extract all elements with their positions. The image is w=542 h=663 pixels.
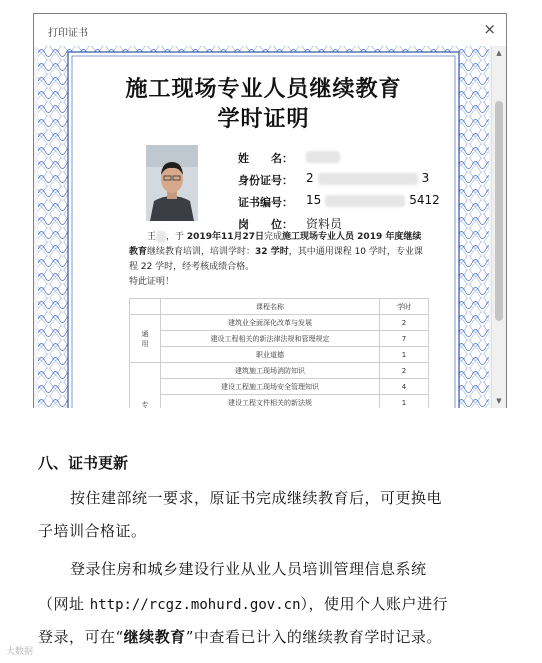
certificate-title: 施工现场专业人员继续教育 — [125, 76, 402, 102]
course-table — [129, 298, 429, 408]
table-row: 建设工程施工现场安全管理知识 4 — [130, 379, 429, 395]
certificate — [38, 46, 489, 408]
id-value: 2 3 — [306, 171, 430, 185]
para1-line1: 按住建部统一要求，原证书完成继续教育后，可更换电 — [70, 489, 443, 507]
group-general: 通 用 — [130, 315, 161, 363]
position-label: 岗 位： — [238, 218, 293, 231]
col-hours: 学时 — [380, 299, 429, 315]
table-row: 专 建筑施工现场消防知识 2 — [130, 363, 429, 379]
id-label: 身份证号： — [238, 174, 293, 187]
col-course-name: 课程名称 — [161, 299, 380, 315]
scrollbar-thumb[interactable] — [495, 101, 503, 321]
certificate-subtitle: 学时证明 — [217, 106, 310, 132]
para2-line2: （网址 http://rcgz.mohurd.gov.cn），使用个人账户进行 — [38, 595, 449, 613]
table-row: 通 用 建筑业全面深化改革与发展 2 — [130, 315, 429, 331]
system-url[interactable]: http://rcgz.mohurd.gov.cn — [89, 597, 301, 613]
cert-no-label: 证书编号： — [238, 196, 293, 209]
section-heading: 八、证书更新 — [38, 454, 129, 472]
dialog-titlebar — [34, 14, 506, 47]
name-value-redacted — [306, 149, 340, 163]
para2-line1: 登录住房和城乡建设行业从业人员培训管理信息系统 — [70, 560, 427, 578]
dialog-content — [34, 46, 493, 408]
position-value: 资料员 — [306, 217, 343, 231]
cert-no-value: 15 5412 — [306, 193, 440, 207]
scroll-up-icon[interactable]: ▲ — [496, 49, 502, 57]
name-label: 姓 名： — [238, 152, 293, 165]
certificate-statement: 王 ，于 2019年11月27日完成施工现场专业人员 2019 年度继续教育继续教育培训，培训学时：32 学时，其中通用课程 10 学时，专业课程 22 学时，经考核成绩合格。 特此证明！ — [129, 232, 423, 287]
table-row: 职业道德 1 — [130, 347, 429, 363]
group-special: 专 — [130, 363, 161, 409]
person-photo — [146, 145, 198, 221]
table-row: 建设工程文件相关的新法规 1 — [130, 395, 429, 409]
vertical-scrollbar[interactable] — [491, 46, 506, 408]
table-header-row — [130, 299, 429, 315]
dialog-title: 打印证书 — [48, 28, 88, 39]
para1-line2: 子培训合格证。 — [38, 522, 147, 540]
para2-line3: 登录，可在“继续教育”中查看已计入的继续教育学时记录。 — [38, 628, 442, 646]
scroll-down-icon[interactable]: ▼ — [496, 397, 502, 405]
close-icon[interactable]: × — [483, 20, 496, 38]
watermark: 大数据 — [6, 647, 34, 657]
print-certificate-dialog — [33, 13, 507, 408]
table-row: 建设工程相关的新法律法规和管理规定 7 — [130, 331, 429, 347]
